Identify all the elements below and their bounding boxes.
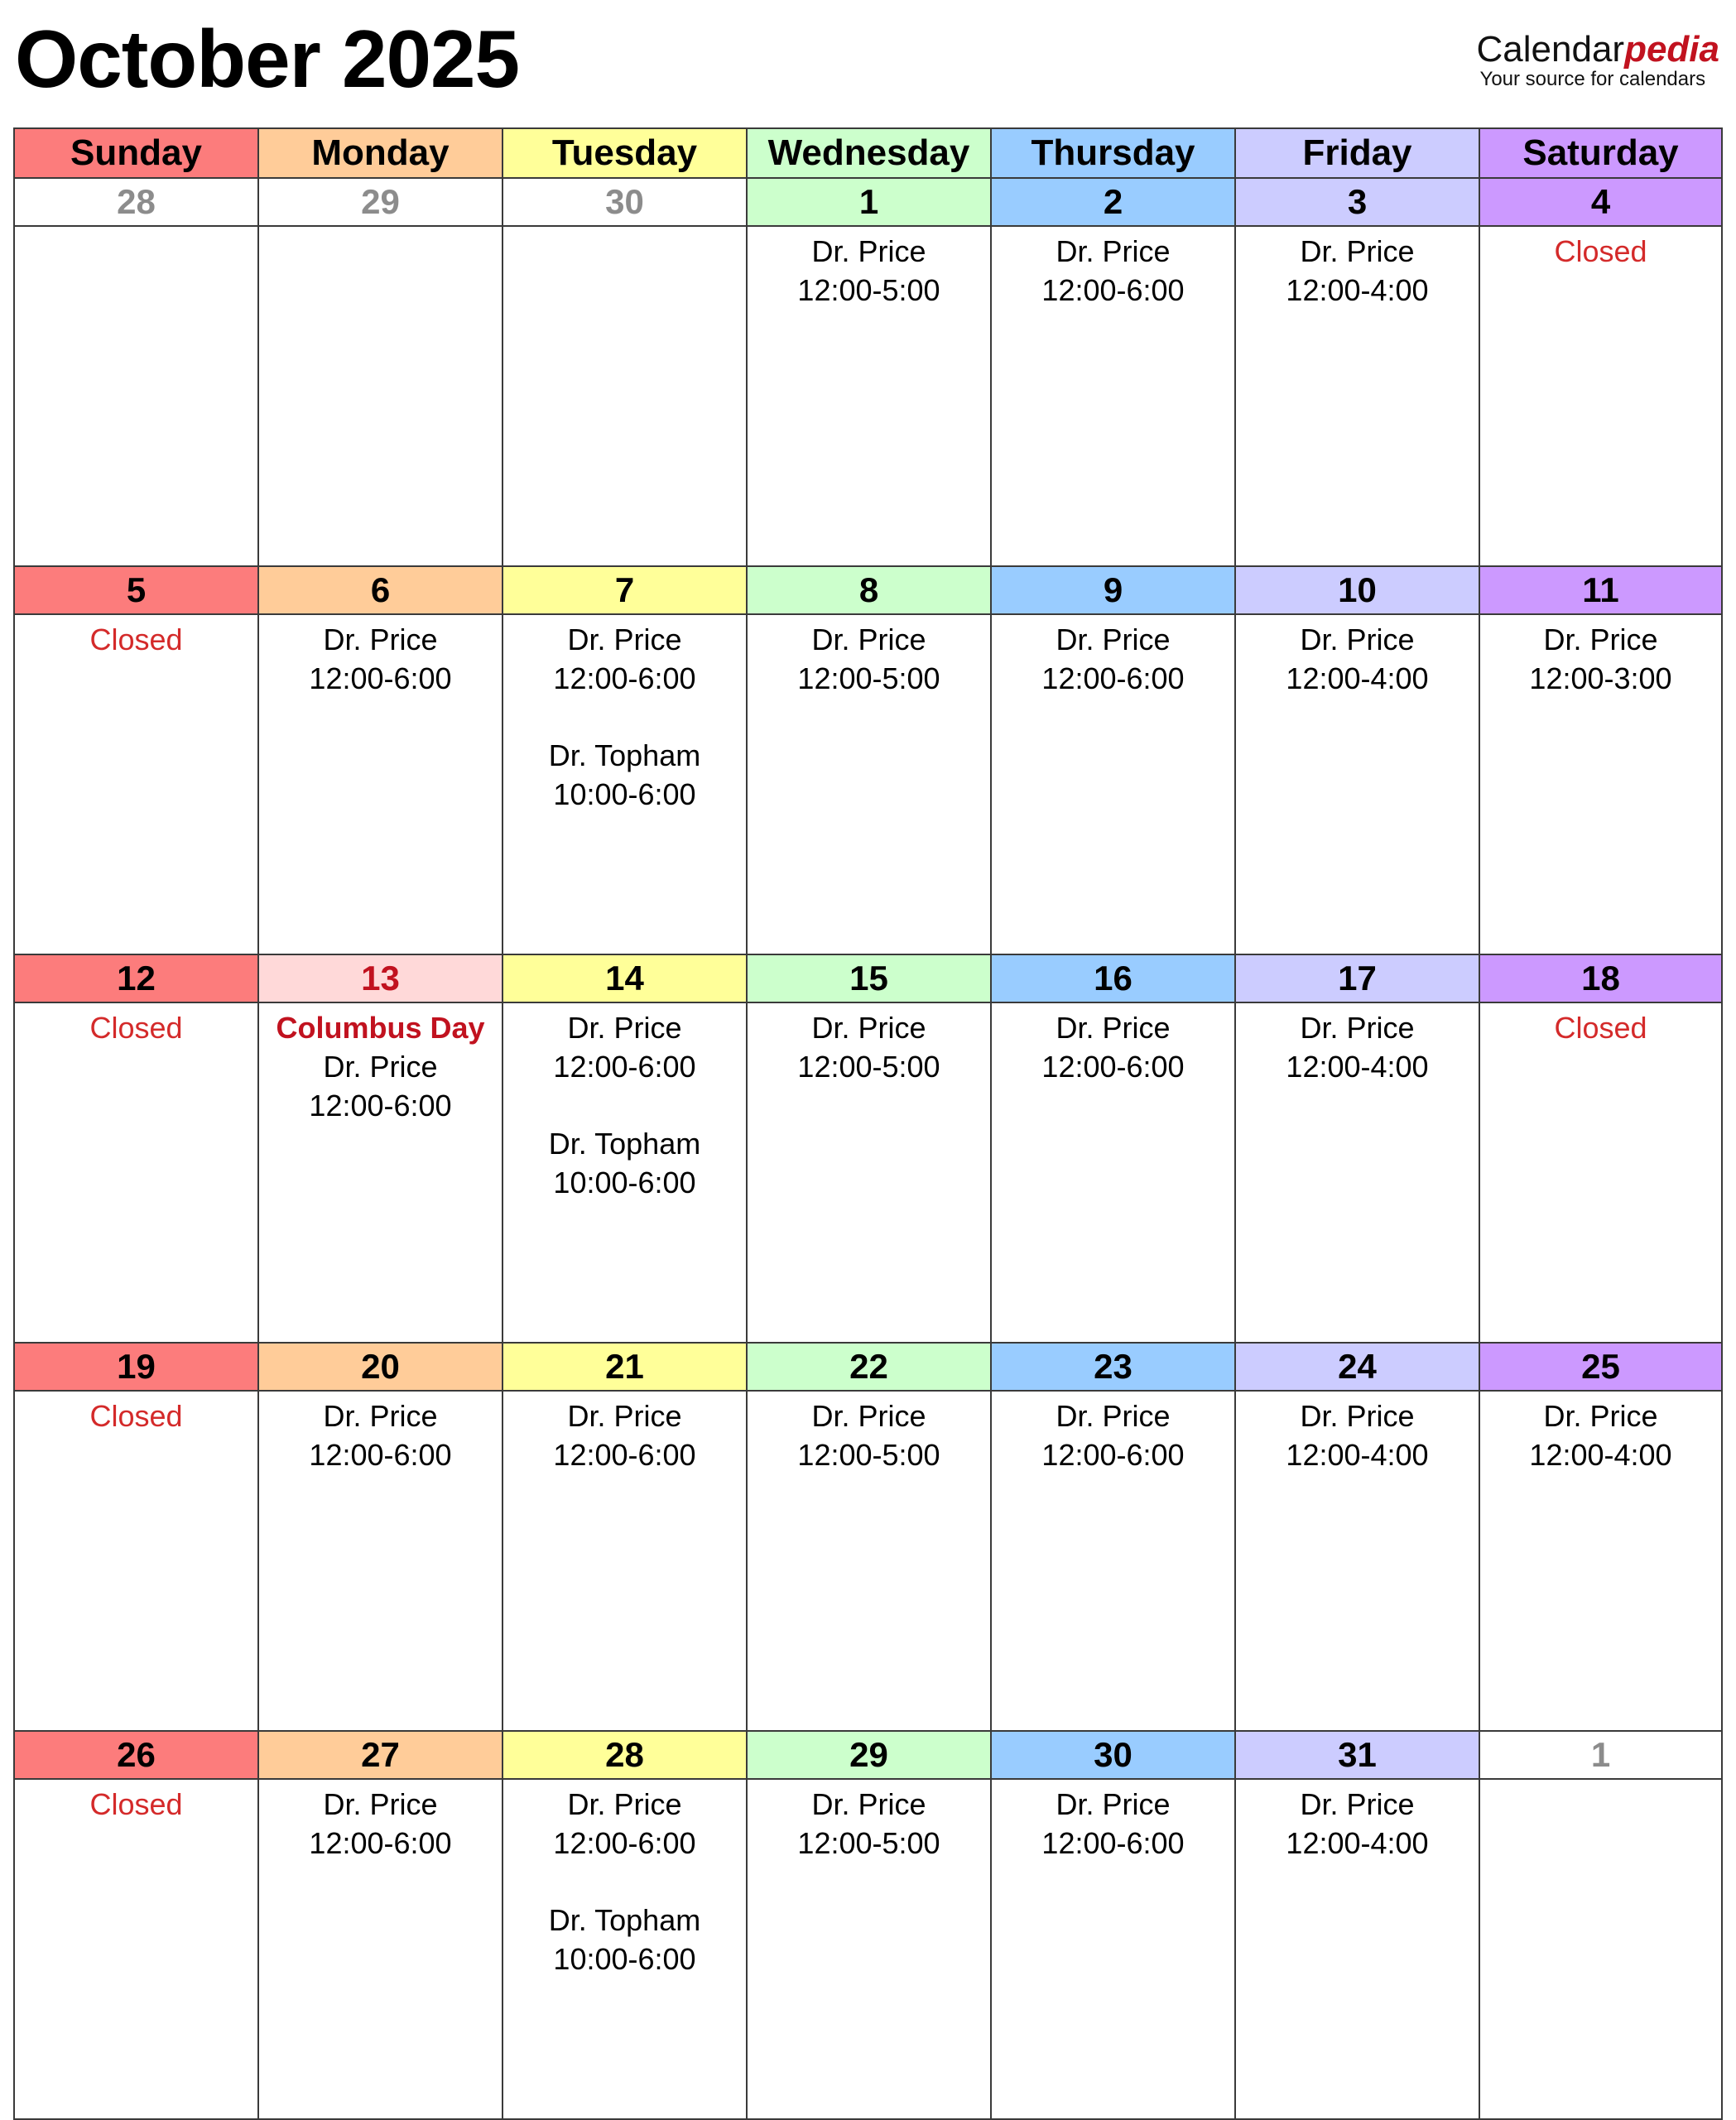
event-hours: 12:00-6:00 — [553, 1826, 696, 1860]
day-cell[interactable] — [1479, 1779, 1722, 2119]
event-doctor: Dr. Price — [567, 1011, 682, 1045]
day-number[interactable]: 26 — [14, 1731, 258, 1779]
event-doctor: Dr. Topham — [548, 1903, 701, 1937]
day-number[interactable]: 28 — [14, 178, 258, 226]
event-doctor: Dr. Price — [1300, 234, 1415, 268]
event-doctor: Dr. Price — [323, 1050, 438, 1084]
weekday-header-tuesday: Tuesday — [503, 128, 747, 178]
weekday-header-wednesday: Wednesday — [747, 128, 991, 178]
day-number[interactable]: 30 — [991, 1731, 1235, 1779]
day-number[interactable]: 13 — [258, 954, 503, 1002]
day-cell[interactable] — [1235, 614, 1479, 954]
day-number[interactable]: 29 — [258, 178, 503, 226]
day-number[interactable]: 17 — [1235, 954, 1479, 1002]
weekday-header-friday: Friday — [1235, 128, 1479, 178]
event-doctor: Dr. Price — [811, 1787, 926, 1821]
day-cell[interactable] — [747, 226, 991, 566]
event-spacer — [503, 1863, 746, 1901]
day-number[interactable]: 9 — [991, 566, 1235, 614]
week-1-events-row — [14, 226, 1722, 566]
event-hours: 12:00-6:00 — [309, 1089, 452, 1122]
event-hours: 12:00-6:00 — [553, 1438, 696, 1472]
event-spacer — [503, 1086, 746, 1124]
event-doctor: Dr. Price — [567, 1399, 682, 1433]
week-4-events-row — [14, 1391, 1722, 1731]
day-number[interactable]: 2 — [991, 178, 1235, 226]
day-cell[interactable] — [747, 614, 991, 954]
day-number[interactable]: 24 — [1235, 1343, 1479, 1391]
day-cell[interactable] — [503, 1779, 747, 2119]
event-doctor: Dr. Price — [1300, 1011, 1415, 1045]
day-number[interactable]: 4 — [1479, 178, 1722, 226]
day-number[interactable]: 1 — [747, 178, 991, 226]
day-number[interactable]: 6 — [258, 566, 503, 614]
day-cell[interactable] — [503, 1002, 747, 1343]
event-hours: 12:00-5:00 — [797, 273, 940, 307]
event-hours: 12:00-6:00 — [1041, 1438, 1185, 1472]
day-cell[interactable] — [258, 1002, 503, 1343]
event-hours: 12:00-3:00 — [1529, 661, 1672, 695]
event-doctor: Dr. Price — [1543, 1399, 1658, 1433]
day-cell[interactable] — [747, 1391, 991, 1731]
event-hours: 12:00-4:00 — [1286, 1826, 1429, 1860]
day-number[interactable]: 25 — [1479, 1343, 1722, 1391]
event-hours: 12:00-4:00 — [1529, 1438, 1672, 1472]
closed-label: Closed — [89, 1011, 183, 1045]
day-cell[interactable] — [1235, 1779, 1479, 2119]
event-hours: 12:00-6:00 — [1041, 1050, 1185, 1084]
day-number[interactable]: 18 — [1479, 954, 1722, 1002]
weekday-header-saturday: Saturday — [1479, 128, 1722, 178]
brand-name-part1: Calendar — [1476, 29, 1625, 70]
day-cell[interactable] — [1479, 1002, 1722, 1343]
event-hours: 12:00-5:00 — [797, 1050, 940, 1084]
day-cell[interactable] — [991, 1002, 1235, 1343]
day-cell[interactable] — [14, 1002, 258, 1343]
day-number[interactable]: 23 — [991, 1343, 1235, 1391]
day-number[interactable]: 22 — [747, 1343, 991, 1391]
event-hours: 12:00-6:00 — [1041, 1826, 1185, 1860]
day-cell[interactable] — [258, 614, 503, 954]
event-hours: 12:00-6:00 — [553, 661, 696, 695]
day-cell[interactable] — [14, 614, 258, 954]
event-doctor: Dr. Topham — [548, 1127, 701, 1161]
day-number[interactable]: 14 — [503, 954, 747, 1002]
event-doctor: Dr. Price — [1056, 234, 1171, 268]
day-cell[interactable] — [1235, 1002, 1479, 1343]
day-cell[interactable] — [14, 1779, 258, 2119]
week-3-events-row — [14, 1002, 1722, 1343]
event-hours: 12:00-4:00 — [1286, 1438, 1429, 1472]
weekday-header-thursday: Thursday — [991, 128, 1235, 178]
closed-label: Closed — [1554, 234, 1647, 268]
page-title: October 2025 — [15, 13, 519, 104]
day-cell[interactable] — [1479, 614, 1722, 954]
event-hours: 12:00-4:00 — [1286, 661, 1429, 695]
weekday-header-row — [14, 128, 1722, 178]
closed-label: Closed — [89, 1399, 183, 1433]
day-number[interactable]: 16 — [991, 954, 1235, 1002]
closed-label: Closed — [89, 623, 183, 656]
brand-name — [1477, 31, 1719, 68]
event-spacer — [503, 698, 746, 736]
event-doctor: Dr. Price — [323, 1399, 438, 1433]
day-cell[interactable] — [1235, 226, 1479, 566]
event-hours: 12:00-4:00 — [1286, 1050, 1429, 1084]
event-hours: 10:00-6:00 — [553, 777, 696, 811]
day-number[interactable]: 19 — [14, 1343, 258, 1391]
day-number[interactable]: 5 — [14, 566, 258, 614]
day-cell[interactable] — [1235, 1391, 1479, 1731]
day-number[interactable]: 1 — [1479, 1731, 1722, 1779]
day-number[interactable]: 8 — [747, 566, 991, 614]
day-number[interactable]: 29 — [747, 1731, 991, 1779]
event-hours: 12:00-6:00 — [309, 1826, 452, 1860]
event-doctor: Dr. Price — [1300, 1787, 1415, 1821]
day-number[interactable]: 12 — [14, 954, 258, 1002]
brand-logo[interactable] — [1477, 31, 1719, 89]
event-hours: 12:00-6:00 — [1041, 661, 1185, 695]
event-hours: 12:00-5:00 — [797, 661, 940, 695]
event-doctor: Dr. Price — [1300, 623, 1415, 656]
event-doctor: Dr. Price — [811, 234, 926, 268]
event-hours: 10:00-6:00 — [553, 1942, 696, 1976]
day-number[interactable]: 31 — [1235, 1731, 1479, 1779]
week-5-events-row — [14, 1779, 1722, 2119]
week-4-date-row — [14, 1343, 1722, 1391]
holiday-label: Columbus Day — [276, 1011, 485, 1045]
day-cell[interactable] — [991, 1391, 1235, 1731]
day-cell[interactable] — [503, 226, 747, 566]
event-hours: 12:00-6:00 — [553, 1050, 696, 1084]
event-hours: 12:00-6:00 — [1041, 273, 1185, 307]
week-2-events-row — [14, 614, 1722, 954]
day-number[interactable]: 3 — [1235, 178, 1479, 226]
day-cell[interactable] — [258, 1391, 503, 1731]
event-doctor: Dr. Price — [1300, 1399, 1415, 1433]
day-cell[interactable] — [747, 1779, 991, 2119]
day-number[interactable]: 28 — [503, 1731, 747, 1779]
brand-tagline: Your source for calendars — [1479, 68, 1706, 90]
day-cell[interactable] — [1479, 226, 1722, 566]
day-cell[interactable] — [14, 226, 258, 566]
event-doctor: Dr. Price — [1056, 623, 1171, 656]
day-number[interactable]: 30 — [503, 178, 747, 226]
day-number[interactable]: 27 — [258, 1731, 503, 1779]
day-cell[interactable] — [503, 614, 747, 954]
event-hours: 12:00-6:00 — [309, 661, 452, 695]
event-doctor: Dr. Price — [811, 623, 926, 656]
event-doctor: Dr. Price — [323, 623, 438, 656]
closed-label: Closed — [1554, 1011, 1647, 1045]
day-cell[interactable] — [503, 1391, 747, 1731]
event-doctor: Dr. Topham — [548, 738, 701, 772]
day-cell[interactable] — [258, 1779, 503, 2119]
event-doctor: Dr. Price — [567, 1787, 682, 1821]
day-number[interactable]: 11 — [1479, 566, 1722, 614]
day-cell[interactable] — [747, 1002, 991, 1343]
day-cell[interactable] — [991, 614, 1235, 954]
event-doctor: Dr. Price — [323, 1787, 438, 1821]
event-hours: 12:00-4:00 — [1286, 273, 1429, 307]
day-number[interactable]: 10 — [1235, 566, 1479, 614]
event-doctor: Dr. Price — [811, 1011, 926, 1045]
day-number[interactable]: 21 — [503, 1343, 747, 1391]
brand-name-part2: pedia — [1624, 29, 1719, 70]
event-doctor: Dr. Price — [811, 1399, 926, 1433]
weekday-header-sunday: Sunday — [14, 128, 258, 178]
event-hours: 12:00-5:00 — [797, 1438, 940, 1472]
day-number[interactable]: 15 — [747, 954, 991, 1002]
week-1-date-row — [14, 178, 1722, 226]
weekday-header-monday: Monday — [258, 128, 503, 178]
event-hours: 12:00-6:00 — [309, 1438, 452, 1472]
week-2-date-row — [14, 566, 1722, 614]
event-doctor: Dr. Price — [567, 623, 682, 656]
closed-label: Closed — [89, 1787, 183, 1821]
event-doctor: Dr. Price — [1056, 1011, 1171, 1045]
event-doctor: Dr. Price — [1543, 623, 1658, 656]
event-doctor: Dr. Price — [1056, 1399, 1171, 1433]
week-3-date-row — [14, 954, 1722, 1002]
day-cell[interactable] — [258, 226, 503, 566]
day-cell[interactable] — [1479, 1391, 1722, 1731]
day-number[interactable]: 20 — [258, 1343, 503, 1391]
week-5-date-row — [14, 1731, 1722, 1779]
day-cell[interactable] — [991, 226, 1235, 566]
calendar-grid — [13, 127, 1723, 2120]
event-hours: 10:00-6:00 — [553, 1166, 696, 1199]
event-hours: 12:00-5:00 — [797, 1826, 940, 1860]
event-doctor: Dr. Price — [1056, 1787, 1171, 1821]
day-number[interactable]: 7 — [503, 566, 747, 614]
day-cell[interactable] — [14, 1391, 258, 1731]
day-cell[interactable] — [991, 1779, 1235, 2119]
